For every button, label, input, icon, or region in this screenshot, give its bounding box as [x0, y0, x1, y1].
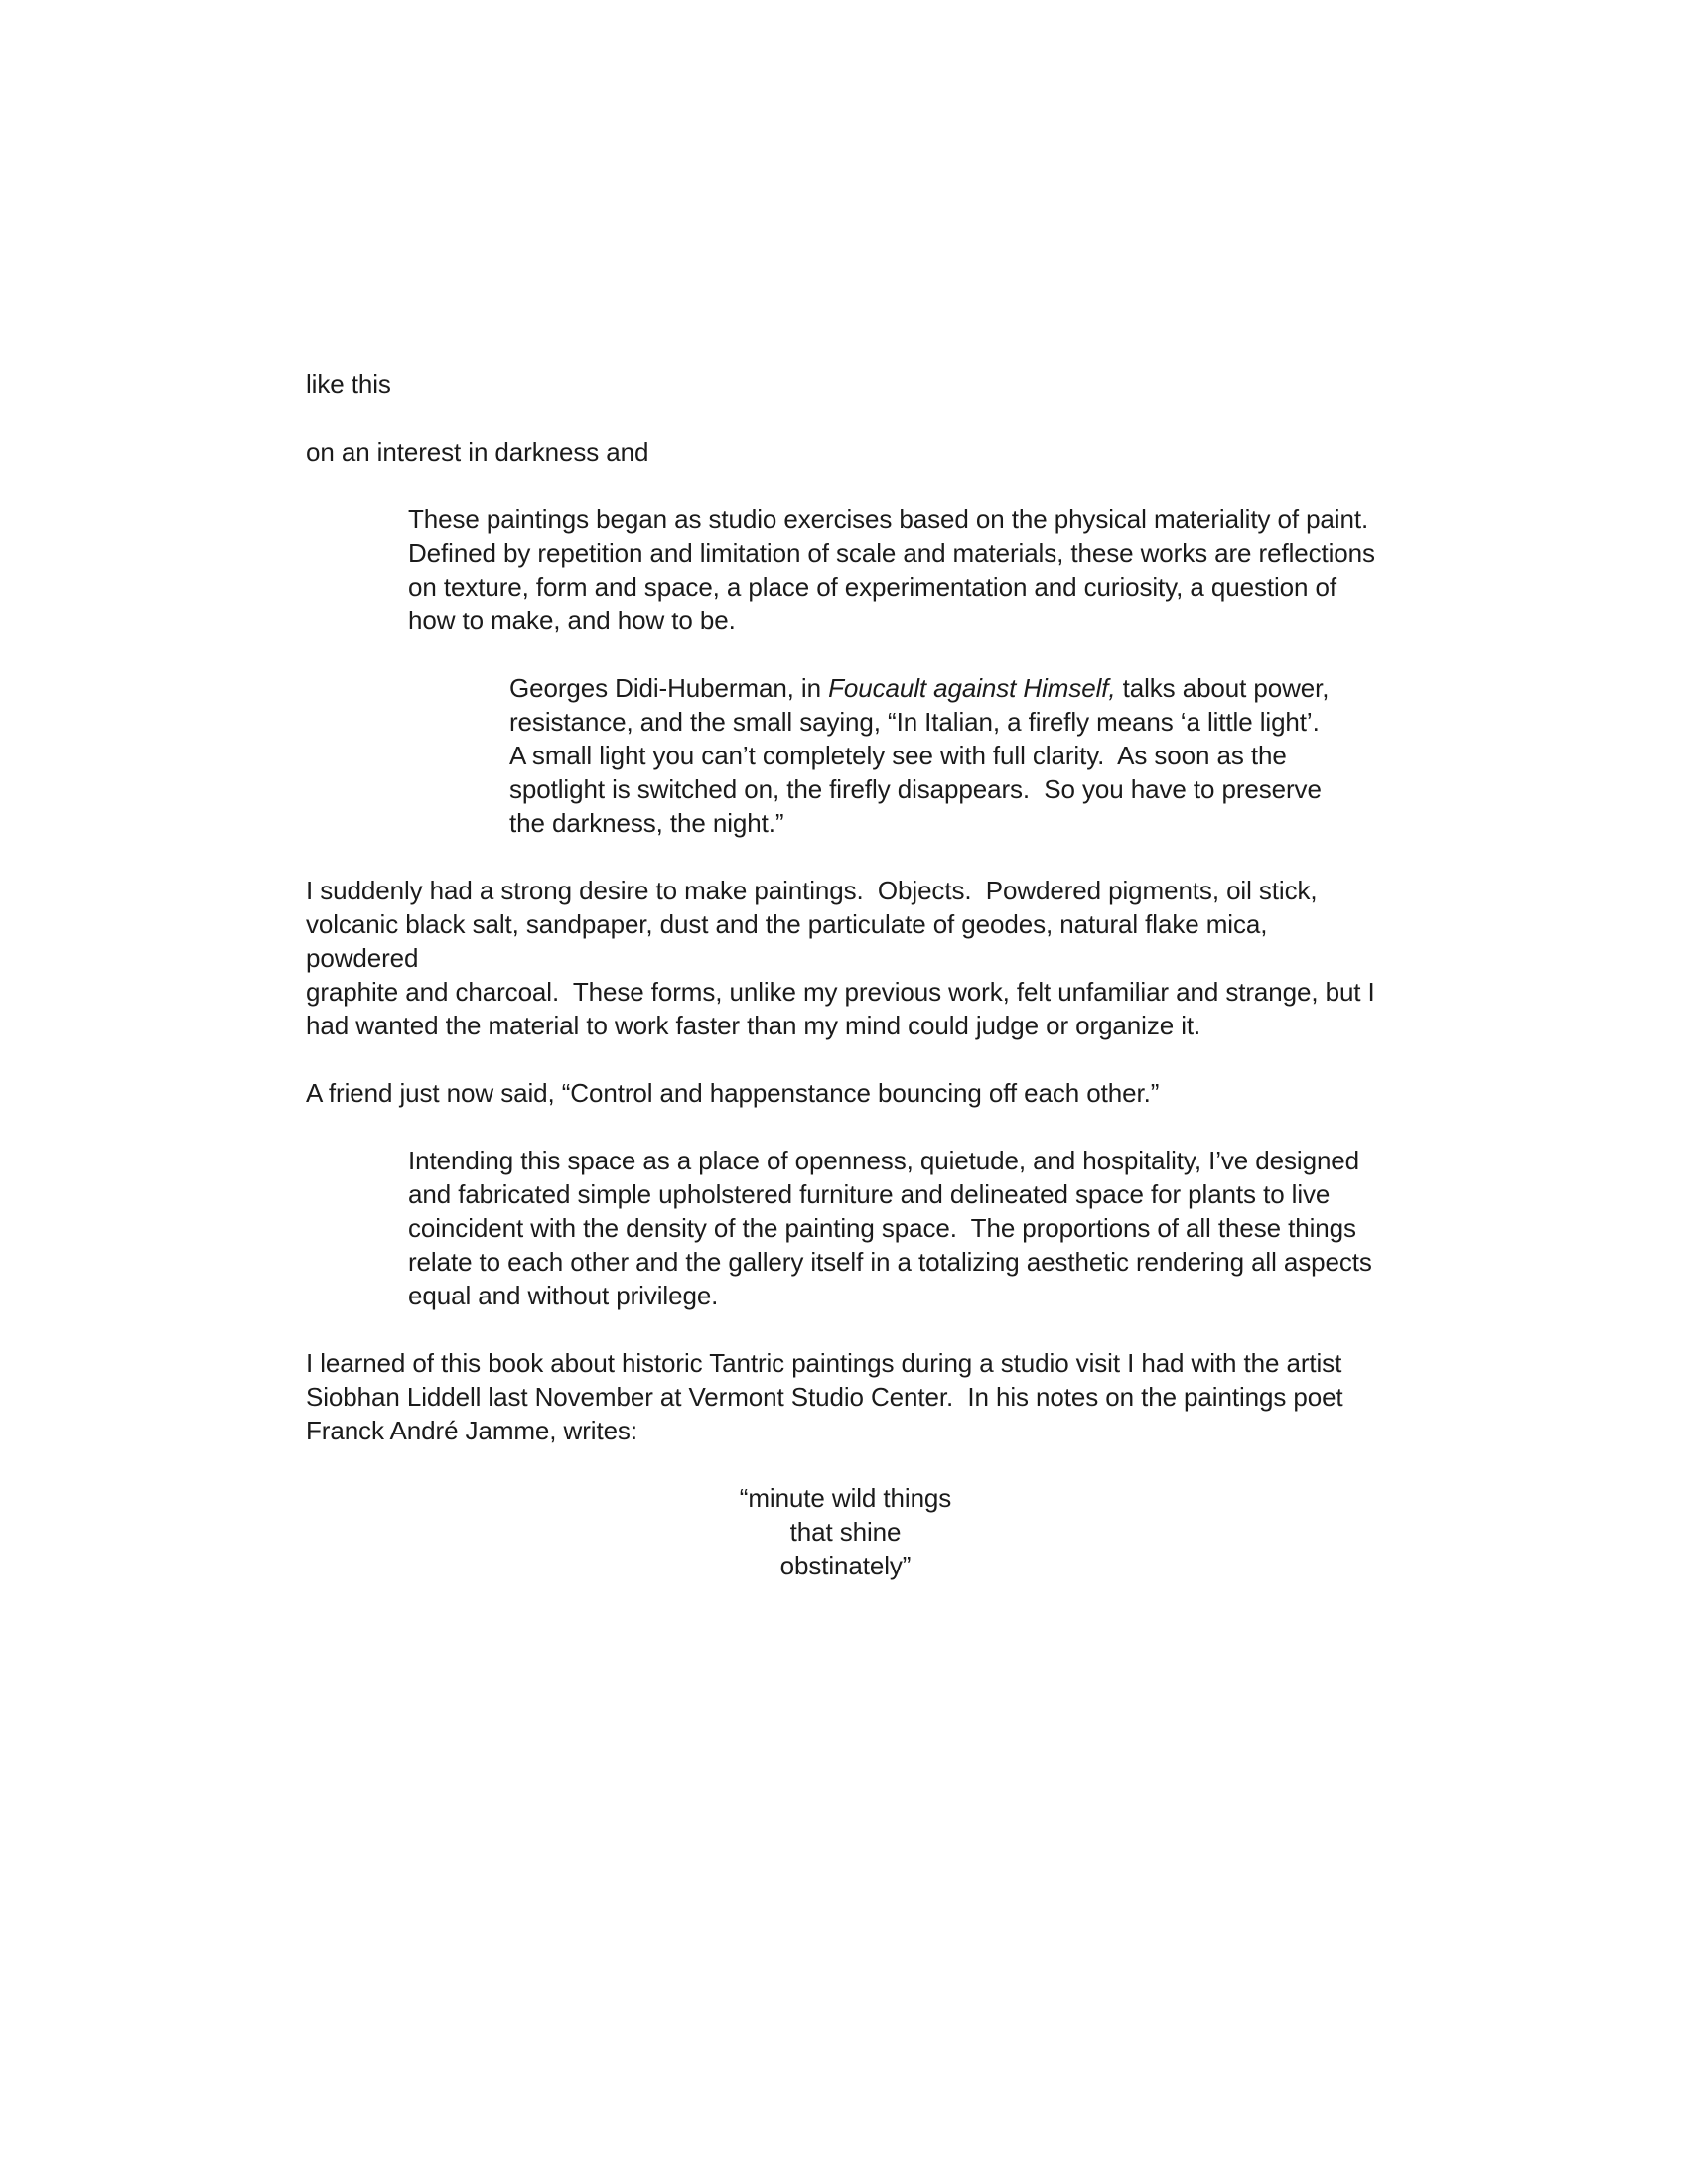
- paragraph-statement-4: [306, 1144, 1385, 1312]
- text-line: [509, 671, 1385, 705]
- paragraph-fragment-1: [306, 367, 1385, 401]
- text-line: “minute wild things: [739, 1483, 952, 1513]
- text-line: These paintings began as studio exercises based on the physical materiality of paint.: [408, 504, 1369, 534]
- text-line: the darkness, the night.”: [509, 808, 784, 838]
- text-line: graphite and charcoal. These forms, unlike my previous work, felt unfamiliar and strange, but I: [306, 977, 1375, 1007]
- text-line: and fabricated simple upholstered furniture and delineated space for plants to live: [408, 1179, 1331, 1209]
- paragraph-statement-2: [306, 874, 1385, 1042]
- text-line: A small light you can’t completely see with full clarity. As soon as the: [509, 741, 1287, 770]
- text-line: that shine: [789, 1517, 902, 1547]
- paragraph-statement-5: [306, 1346, 1385, 1447]
- book-title-italic: Foucault against Himself,: [828, 673, 1116, 703]
- text-line: on an interest in darkness and: [306, 437, 649, 467]
- text-line: equal and without privilege.: [408, 1281, 719, 1310]
- paragraph-statement-1: [306, 502, 1385, 637]
- text-line: Defined by repetition and limitation of scale and materials, these works are reflections: [408, 538, 1375, 568]
- text-line: Intending this space as a place of openness, quietude, and hospitality, I’ve designed: [408, 1146, 1360, 1175]
- text-line: I suddenly had a strong desire to make paintings. Objects. Powdered pigments, oil stick,: [306, 876, 1318, 905]
- paragraph-poem-jamme: [306, 1481, 1385, 1582]
- text-line: obstinately”: [779, 1551, 912, 1580]
- paragraph-fragment-2: [306, 435, 1385, 469]
- text-line: I learned of this book about historic Tantric paintings during a studio visit I had with the artist: [306, 1348, 1342, 1378]
- text-line: how to make, and how to be.: [408, 606, 736, 635]
- text-line: on texture, form and space, a place of experimentation and curiosity, a question of: [408, 572, 1336, 602]
- text-line: volcanic black salt, sandpaper, dust and the particulate of geodes, natural flake mica, powdered: [306, 909, 1275, 973]
- text-line: Franck André Jamme, writes:: [306, 1416, 637, 1445]
- text-line: A friend just now said, “Control and happenstance bouncing off each other.”: [306, 1078, 1160, 1108]
- text-line: resistance, and the small saying, “In Italian, a firefly means ‘a little light’.: [509, 707, 1320, 737]
- text-line: coincident with the density of the painting space. The proportions of all these things: [408, 1213, 1356, 1243]
- text-line: relate to each other and the gallery itself in a totalizing aesthetic rendering all aspects: [408, 1247, 1372, 1277]
- paragraph-quote-didi-huberman: [306, 671, 1385, 840]
- text-line: Siobhan Liddell last November at Vermont Studio Center. In his notes on the paintings poet: [306, 1382, 1343, 1412]
- text-line: spotlight is switched on, the firefly disappears. So you have to preserve: [509, 774, 1322, 804]
- paragraph-statement-3: [306, 1076, 1385, 1110]
- quote-suffix: talks about power,: [1115, 673, 1330, 703]
- text-line: like this: [306, 369, 391, 399]
- quote-prefix: Georges Didi-Huberman, in: [509, 673, 829, 703]
- text-line: had wanted the material to work faster than my mind could judge or organize it.: [306, 1011, 1201, 1040]
